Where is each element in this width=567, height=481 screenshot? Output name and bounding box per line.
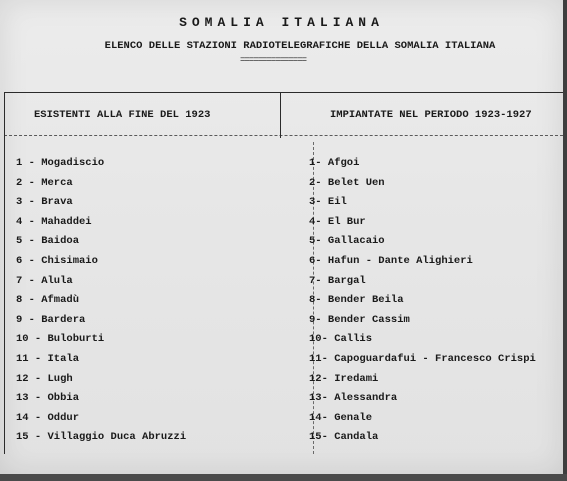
list-item: 11 - Itala [16, 352, 80, 365]
list-item: 3 - Brava [16, 196, 73, 209]
stations-table [4, 92, 563, 466]
list-item: 12 - Lugh [16, 372, 73, 385]
list-item: 9 - Bardera [16, 313, 86, 326]
table-left-rule [4, 92, 5, 454]
document-title: SOMALIA ITALIANA [179, 15, 384, 30]
list-item: 8- Bender Beila [309, 294, 404, 307]
document-subtitle: ELENCO DELLE STAZIONI RADIOTELEGRAFICHE DELLA SOMALIA ITALIANA [104, 40, 496, 52]
list-item: 4- El Bur [309, 215, 366, 228]
table-column-divider [280, 92, 281, 138]
list-item: 13 - Obbia [16, 392, 80, 405]
table-header-rule [4, 135, 563, 136]
list-item: 13- Alessandra [309, 392, 398, 405]
list-item: 10 - Buloburti [16, 333, 105, 346]
list-item: 9- Bender Cassim [309, 313, 410, 326]
list-item: 3- Eil [309, 196, 347, 209]
list-item: 2 - Merca [16, 176, 73, 189]
list-item: 1 - Mogadiscio [16, 157, 105, 169]
list-item: 5- Gallacaio [309, 235, 385, 248]
new-stations-list [309, 154, 536, 448]
list-item: 15 - Villaggio Duca Abruzzi [16, 431, 187, 444]
existing-stations-list [16, 154, 186, 448]
list-item: 8 - Afmadù [16, 294, 80, 307]
list-item: 14- Genale [309, 411, 373, 424]
list-item: 10- Callis [309, 333, 373, 346]
list-item: 6 - Chisimaio [16, 254, 98, 267]
list-item: 1- Afgoi [309, 157, 360, 169]
list-item: 7 - Alula [16, 274, 73, 287]
list-item: 4 - Mahaddei [16, 215, 92, 228]
right-column-header: IMPIANTATE NEL PERIODO 1923-1927 [330, 109, 532, 121]
list-item: 6- Hafun - Dante Alighieri [309, 254, 473, 267]
list-item: 15- Candala [309, 431, 379, 444]
list-item: 11- Capoguardafui - Francesco Crispi [309, 352, 536, 365]
page-edge-shadow [563, 0, 567, 481]
left-column-header: ESISTENTI ALLA FINE DEL 1923 [34, 109, 211, 121]
subtitle-underline: =============== [240, 55, 307, 65]
list-item: 7- Bargal [309, 274, 366, 287]
list-item: 5 - Baidoa [16, 235, 80, 248]
table-top-rule [4, 92, 563, 93]
list-item: 12- Iredami [309, 372, 379, 385]
list-item: 2- Belet Uen [309, 176, 385, 189]
list-item: 14 - Oddur [16, 411, 80, 424]
page-bottom-shadow [0, 474, 567, 481]
